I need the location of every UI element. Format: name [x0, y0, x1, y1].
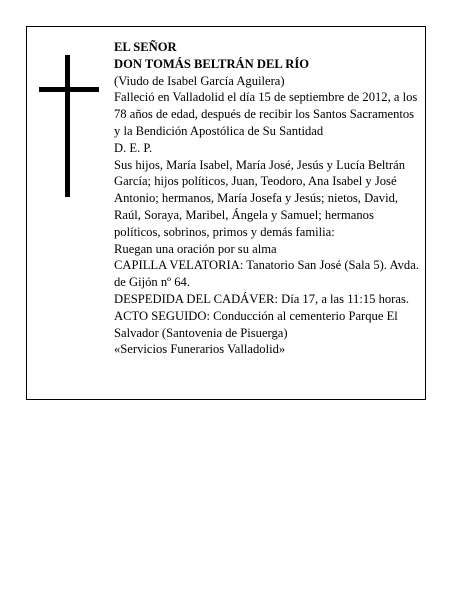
family-list: Sus hijos, María Isabel, María José, Jesús y Lucía Beltrán García; hijos políticos, Juan, Teodoro, Ana Isabel y José Antonio; hermanos, María Josefa y Jesús; nietos, David, Raúl, Soraya, Maribel, Ángela y Samuel; hermanos políticos, sobrinos, primos y demás familia:	[114, 157, 405, 239]
rip-text: D. E. P.	[114, 140, 153, 155]
cross-icon	[39, 55, 99, 197]
farewell-info: DESPEDIDA DEL CADÁVER: Día 17, a las 11:15 horas.	[114, 291, 409, 306]
death-statement: Falleció en Valladolid el día 15 de septiembre de 2012, a los 78 años de edad, después de recibir los Santos Sacramentos y la Bendición Apostólica de Su Santidad	[114, 90, 418, 138]
prayer-request: Ruegan una oración por su alma	[114, 241, 277, 256]
funeral-home: «Servicios Funerarios Valladolid»	[114, 342, 286, 357]
cross-horizontal-bar	[39, 87, 99, 92]
procession-info: ACTO SEGUIDO: Conducción al cementerio Parque El Salvador (Santovenia de Pisuerga)	[114, 308, 398, 340]
widower-note: (Viudo de Isabel García Aguilera)	[114, 73, 285, 88]
notice-heading: EL SEÑOR	[114, 40, 177, 54]
notice-text	[114, 39, 420, 358]
deceased-name: DON TOMÁS BELTRÁN DEL RÍO	[114, 56, 310, 71]
chapel-info: CAPILLA VELATORIA: Tanatorio San José (Sala 5). Avda. de Gijón nº 64.	[114, 258, 419, 290]
obituary-notice	[26, 26, 426, 400]
cross-vertical-bar	[65, 55, 70, 197]
